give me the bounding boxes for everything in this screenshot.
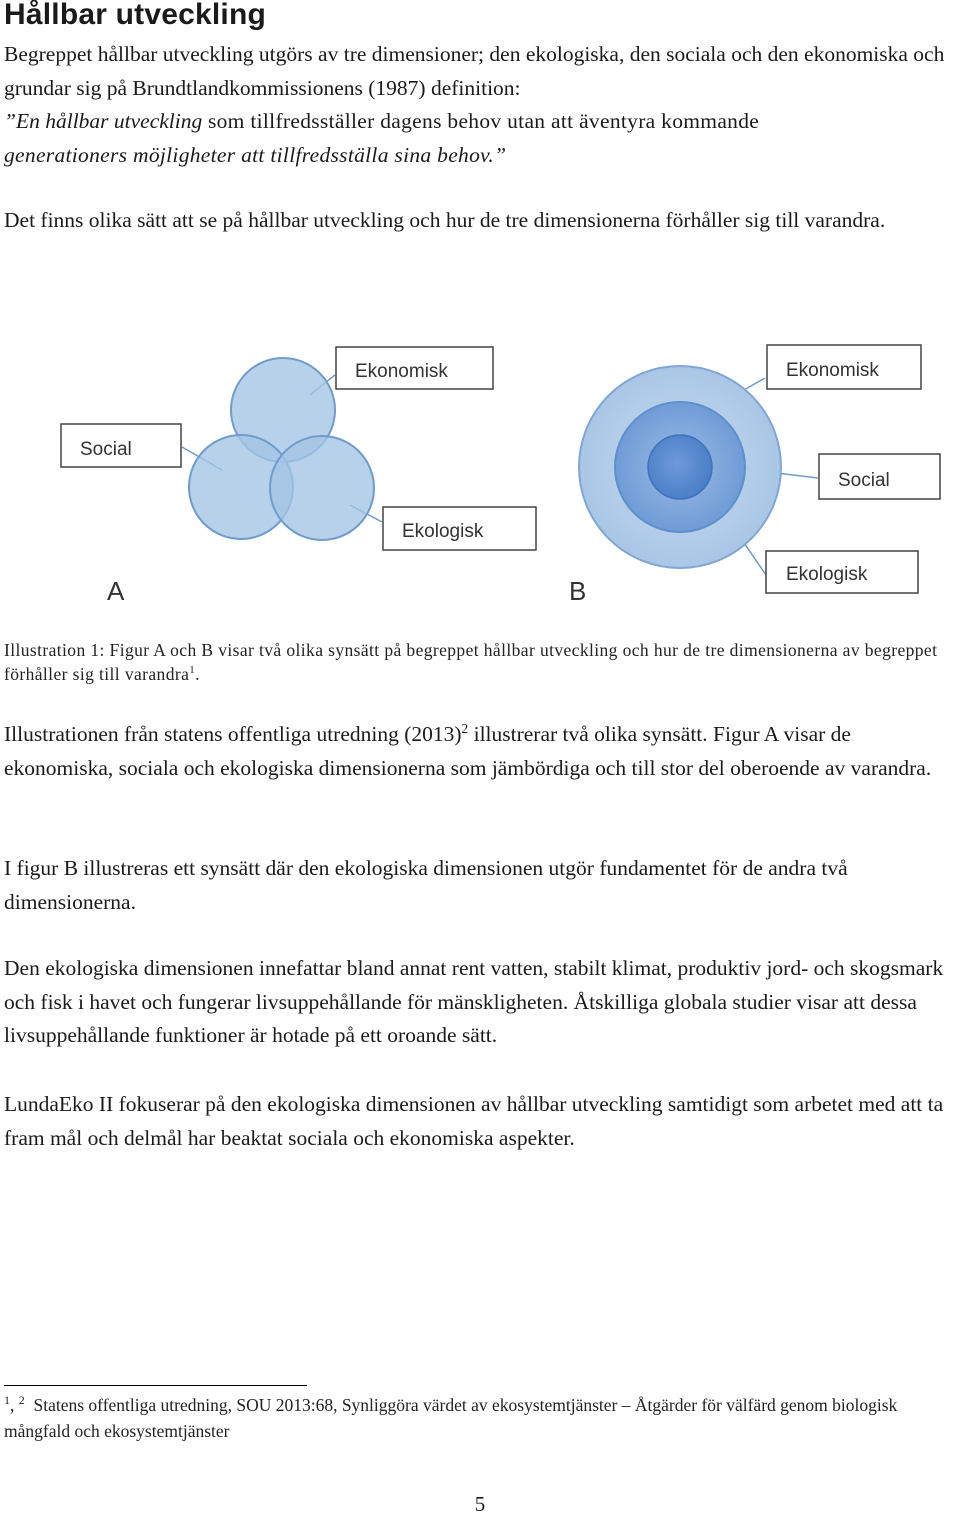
views-paragraph: Det finns olika sätt att se på hållbar utveckling och hur de tre dimensionerna förhåller sig till varandra.	[4, 208, 886, 232]
illustration-footnote-ref: 2	[461, 720, 469, 736]
quote-close: ”	[494, 142, 507, 167]
circle-b-inner	[648, 435, 712, 499]
quote-italic-2: generationers möjligheter att tillfredsställa sina behov.	[4, 142, 495, 167]
page-number: 5	[474, 1492, 486, 1516]
label-a-economic: Ekonomisk	[355, 361, 448, 382]
ecological-paragraph: Den ekologiska dimensionen innefattar bland annat rent vatten, stabilt klimat, produktiv jord- och skogsmark och fisk i havet och fungerar livsuppehållande för mänskligheten. Åtskilliga globala studier visar att dessa livsuppehållande funktioner är hotade på ett oroande sätt.	[4, 956, 944, 1047]
illustration-part1: Illustrationen från statens offentliga utredning (2013)	[4, 722, 462, 746]
sustainability-figure	[0, 330, 960, 620]
footnote-marker-1: 1	[4, 1393, 10, 1408]
circle-a-ecological	[270, 436, 374, 540]
figure-caption	[4, 638, 956, 686]
label-a-social: Social	[80, 439, 132, 460]
figure-a-letter: A	[107, 576, 125, 606]
label-b-economic: Ekonomisk	[786, 360, 879, 381]
label-b-ecological: Ekologisk	[786, 564, 868, 585]
figure-a	[61, 347, 536, 606]
footnote	[4, 1392, 956, 1444]
illustration-part2: illustrerar två olika synsätt. Figur A visar de ekonomiska, sociala och ekologiska dimensionerna som jämbördiga och till stor del oberoende av varandra.	[4, 722, 932, 780]
figure-b-paragraph: I figur B illustreras ett synsätt där den ekologiska dimensionen utgör fundamentet för de andra två dimensionerna.	[4, 856, 848, 914]
quote-middle: som tillfredsställer dagens behov utan att äventyra kommande	[202, 109, 760, 133]
caption-end: .	[195, 664, 200, 684]
footnote-text: Statens offentliga utredning, SOU 2013:68, Synliggöra värdet av ekosystemtjänster – Åtgärder för välfärd genom biologisk mångfald och ekosystemtjänster	[4, 1395, 898, 1441]
page-title: Hållbar utveckling	[4, 0, 267, 31]
caption-text: Illustration 1: Figur A och B visar två olika synsätt på begreppet hållbar utveckling och hur de tre dimensionerna av begreppet förhåller sig till varandra	[4, 640, 938, 684]
label-a-ecological: Ekologisk	[402, 521, 484, 542]
intro-paragraph	[4, 38, 956, 172]
footnote-separator-text: ,	[10, 1395, 19, 1415]
intro-lead: Begreppet hållbar utveckling utgörs av tre dimensioner; den ekologiska, den sociala och den ekonomiska och grundar sig på Brundtlandkommissionens (1987) definition:	[4, 42, 945, 100]
figure-b	[569, 345, 940, 606]
label-b-social: Social	[838, 470, 890, 491]
quote-open: ”	[4, 109, 16, 133]
footnote-marker-2: 2	[18, 1393, 25, 1408]
footnote-separator	[4, 1385, 307, 1386]
quote-italic-1: En hållbar utveckling	[15, 109, 203, 133]
figure-b-letter: B	[569, 576, 587, 606]
illustration-paragraph	[4, 718, 956, 785]
caption-footnote-ref: 1	[189, 664, 196, 677]
lundaeko-paragraph: LundaEko II fokuserar på den ekologiska dimensionen av hållbar utveckling samtidigt som arbetet med att ta fram mål och delmål har beaktat sociala och ekonomiska aspekter.	[4, 1092, 944, 1150]
